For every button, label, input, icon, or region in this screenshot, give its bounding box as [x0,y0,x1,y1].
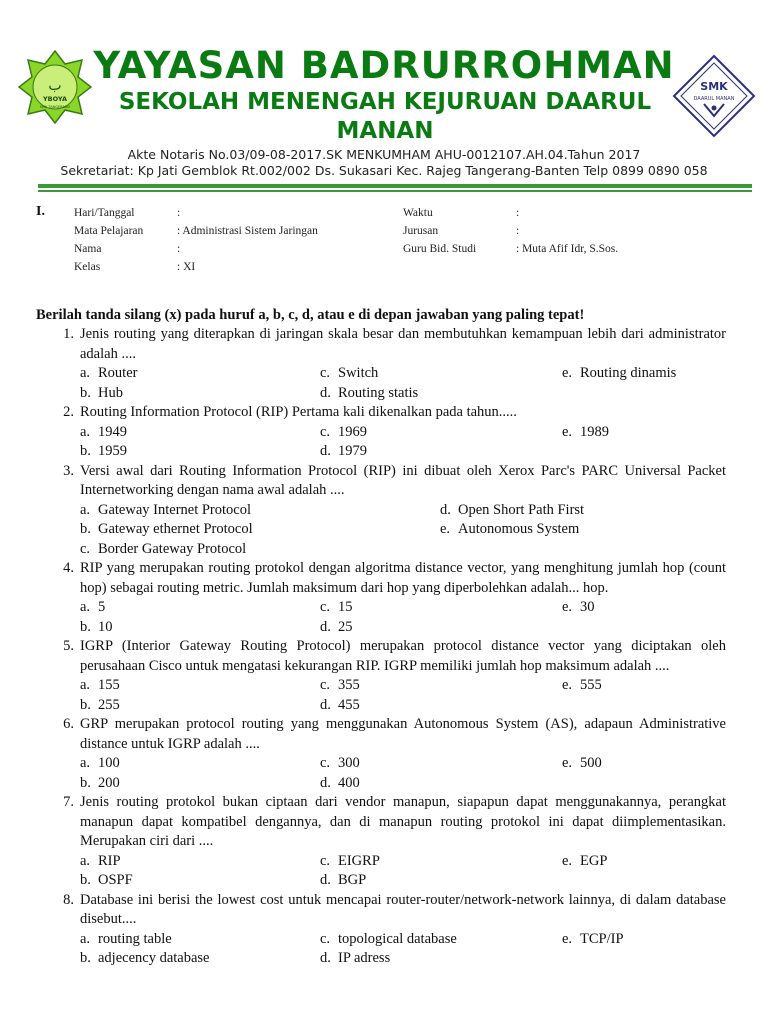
header-divider-thick [38,184,752,188]
answer-option[interactable] [320,949,562,969]
answer-option[interactable] [80,774,320,794]
option-text: Autonomous System [458,521,580,537]
notary-line: Akte Notaris No.03/09-08-2017.SK MENKUMHAM AHU-0012107.AH.04.Tahun 2017 [127,147,641,162]
question-text: Jenis routing protokol bukan ciptaan dari vendor manapun, siapapun dapat menggunakannya, perangkat manapun dapat kompatibel dengannya, dan di manapun routing protokol ini dapat diimplementasikan. Merupakan ciri dari .... [80,794,726,849]
answer-option[interactable] [80,930,320,950]
option-text: Routing dinamis [580,365,677,381]
option-text: Routing statis [338,384,419,401]
answer-option[interactable] [562,423,762,443]
option-letter: a. [80,365,91,381]
school-logo-right [672,54,756,138]
question-number: 8. [63,891,74,908]
option-text: 300 [338,755,360,771]
question-item [36,462,726,560]
option-letter: e. [562,755,573,771]
option-letter: d. [320,443,331,459]
svg-text:ب: ب [48,78,62,94]
option-letter: a. [80,501,91,518]
option-text: Open Short Path First [458,501,585,518]
question-text: Versi awal dari Routing Information Protocol (RIP) ini dibuat oleh Xerox Parc's PARC Universal Packet Internetworking dengan nama awal adalah .... [80,462,726,498]
option-letter: d. [320,950,331,966]
question-text: GRP merupakan protocol routing yang menggunakan Autonomous System (AS), adapaun Administrative distance untuk IGRP adalah .... [80,716,726,752]
class-value: : XI [177,261,196,273]
option-text: BGP [338,872,367,888]
answer-option[interactable] [320,696,562,716]
answer-options [80,598,726,637]
question-number: 5. [63,638,74,654]
answer-option[interactable] [80,676,320,696]
svg-text:SMK: SMK [700,80,728,93]
answer-option[interactable] [320,618,562,638]
time-value: : [516,207,520,219]
svg-text:YBOYA: YBOYA [42,95,68,103]
answer-option[interactable] [320,442,562,462]
option-text: 5 [98,599,106,615]
answer-option[interactable] [320,930,562,950]
school-name: SEKOLAH MENENGAH KEJURUAN DAARUL MANAN [118,89,652,144]
option-letter: b. [80,774,91,791]
option-text: Border Gateway Protocol [98,540,247,557]
option-text: RIP [98,852,121,869]
option-letter: b. [80,384,91,401]
option-letter: d. [320,618,331,635]
option-text: 1949 [98,423,127,440]
answer-option[interactable] [80,423,320,443]
option-letter: a. [80,677,91,693]
subject-value: : Administrasi Sistem Jaringan [177,225,318,237]
answer-option[interactable] [80,852,320,872]
option-text: Gateway Internet Protocol [98,501,252,518]
option-letter: e. [562,930,573,947]
question-item [36,403,726,462]
option-letter: a. [80,930,91,947]
option-text: TCP/IP [580,930,624,947]
answer-option[interactable] [80,871,320,891]
question-number: 1. [63,326,74,342]
answer-option[interactable] [562,930,762,950]
header-divider-thin [38,190,752,192]
option-letter: b. [80,696,91,713]
question-item [36,891,726,969]
option-letter: e. [440,521,451,537]
option-letter: c. [320,599,331,615]
option-text: 30 [580,599,595,615]
answer-option[interactable] [320,774,562,794]
option-letter: d. [320,872,331,888]
day-label: Hari/Tanggal [74,207,135,219]
question-text: IGRP (Interior Gateway Routing Protocol) merupakan protocol distance vector yang diciptakan oleh perusahaan Cisco untuk mengatasi kekurangan RIP. IGRP memiliki jumlah hop maksimum adalah .... [80,638,726,674]
option-letter: a. [80,755,91,771]
answer-option[interactable] [440,501,720,521]
option-letter: d. [320,774,331,791]
option-text: IP adress [338,950,391,966]
answer-option[interactable] [320,384,562,404]
option-letter: a. [80,423,91,440]
question-item [36,637,726,715]
answer-option[interactable] [320,676,562,696]
teacher-value: : Muta Afif Idr, S.Sos. [516,243,619,255]
class-label: Kelas [74,261,101,273]
option-letter: b. [80,443,91,459]
answer-options [80,501,726,560]
answer-option[interactable] [320,754,562,774]
option-letter: c. [320,755,331,771]
question-item [36,325,726,403]
option-text: 100 [98,755,120,771]
answer-option[interactable] [320,364,562,384]
answer-option[interactable] [80,949,320,969]
option-letter: d. [320,384,331,401]
answer-option[interactable] [562,598,762,618]
option-text: topological database [338,930,457,947]
option-text: 455 [338,696,360,713]
day-value: : [177,207,181,219]
answer-options [80,754,726,793]
question-number: 3. [63,462,74,479]
question-list [36,325,726,969]
question-text: Routing Information Protocol (RIP) Pertama kali dikenalkan pada tahun..... [80,404,517,420]
option-letter: d. [320,696,331,713]
teacher-label: Guru Bid. Studi [403,243,477,255]
option-text: OSPF [98,872,133,888]
option-text: adjecency database [98,950,210,966]
option-text: routing table [98,930,172,947]
answer-option[interactable] [80,598,320,618]
answer-option[interactable] [80,696,320,716]
question-number: 7. [63,794,74,810]
option-letter: d. [440,501,451,518]
answer-option[interactable] [80,442,320,462]
subject-label: Mata Pelajaran [74,225,144,237]
option-text: 1959 [98,443,127,459]
svg-text:DAARUL MANAN: DAARUL MANAN [693,96,735,102]
option-letter: e. [562,677,573,693]
answer-option[interactable] [320,852,562,872]
answer-options [80,423,726,462]
question-item [36,793,726,891]
option-text: 10 [98,618,113,635]
svg-text:SMK TANGERANG: SMK TANGERANG [39,105,71,109]
answer-options [80,676,726,715]
time-label: Waktu [403,207,433,219]
question-number: 4. [63,560,74,576]
answer-option[interactable] [80,540,440,560]
answer-option[interactable] [562,364,762,384]
option-letter: e. [562,852,573,869]
question-number: 6. [63,716,74,732]
answer-option[interactable] [80,501,440,521]
name-value: : [177,243,181,255]
option-letter: b. [80,521,91,537]
question-item [36,715,726,793]
option-text: 1989 [580,423,609,440]
question-number: 2. [63,404,74,420]
answer-option[interactable] [440,520,720,540]
option-text: Hub [98,384,123,401]
question-text: RIP yang merupakan routing protokol dengan algoritma distance vector, yang menghitung jumlah hop (count hop) sebagai routing metric. Jumlah maksimum dari hop yang diperbolehkan adalah... hop. [80,560,726,596]
answer-options [80,364,726,403]
option-letter: b. [80,618,91,635]
question-text: Database ini berisi the lowest cost untuk mencapai router-router/network-network lainnya, di dalam database disebut.... [80,891,726,927]
question-item [36,559,726,637]
answer-option[interactable] [562,852,762,872]
option-text: EGP [580,852,608,869]
option-letter: e. [562,599,573,615]
option-letter: a. [80,599,91,615]
option-text: 1969 [338,423,367,440]
option-text: 255 [98,696,120,713]
name-label: Nama [74,243,102,255]
answer-option[interactable] [80,520,440,540]
major-value: : [516,225,520,237]
answer-option[interactable] [320,598,562,618]
answer-option[interactable] [80,384,320,404]
instruction-text: Berilah tanda silang (x) pada huruf a, b, c, d, atau e di depan jawaban yang paling tepat! [36,307,585,323]
option-letter: e. [562,423,573,440]
section-number: I. [36,204,45,219]
option-letter: c. [80,540,91,557]
option-letter: c. [320,852,331,869]
option-letter: c. [320,423,331,440]
option-text: 1979 [338,443,367,459]
option-text: 155 [98,677,120,693]
option-text: Gateway ethernet Protocol [98,521,253,537]
option-text: 25 [338,618,353,635]
answer-option[interactable] [562,754,762,774]
answer-options [80,852,726,891]
option-text: 500 [580,755,602,771]
answer-option[interactable] [320,871,562,891]
option-letter: c. [320,930,331,947]
option-letter: a. [80,852,91,869]
major-label: Jurusan [403,225,439,237]
question-text: Jenis routing yang diterapkan di jaringan skala besar dan membutuhkan kemampuan lebih dari administrator adalah .... [80,326,726,362]
answer-option[interactable] [562,676,762,696]
option-text: 555 [580,677,602,693]
answer-option[interactable] [80,754,320,774]
answer-option[interactable] [320,423,562,443]
option-text: Router [98,365,138,381]
option-text: 15 [338,599,353,615]
option-letter: c. [320,677,331,693]
answer-option[interactable] [80,364,320,384]
foundation-name: YAYASAN BADRURROHMAN [93,44,675,87]
answer-options [80,930,726,969]
option-text: 355 [338,677,360,693]
answer-option[interactable] [80,618,320,638]
option-letter: c. [320,365,331,381]
option-text: 200 [98,774,120,791]
option-text: Switch [338,365,379,381]
address-line: Sekretariat: Kp Jati Gemblok Rt.002/002 Ds. Sukasari Kec. Rajeg Tangerang-Banten Telp 0899 0890 058 [60,163,708,178]
option-letter: b. [80,950,91,966]
option-letter: e. [562,365,573,381]
option-text: 400 [338,774,360,791]
option-text: EIGRP [338,852,380,869]
option-letter: b. [80,872,91,888]
